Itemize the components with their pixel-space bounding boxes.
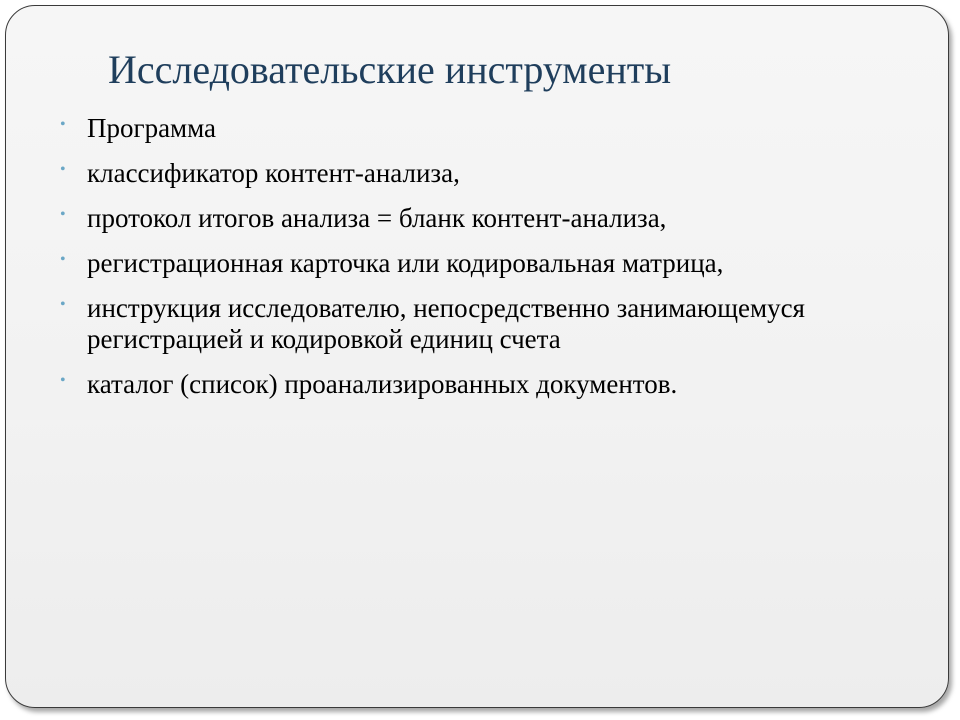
bullet-icon: • [60,372,66,389]
bullet-item [60,293,920,355]
bullet-text: регистрационная карточка или кодировальная матрица, [87,248,724,278]
bullet-text: каталог (список) проанализированных документов. [87,369,678,399]
bullet-icon: • [60,116,66,133]
slide-title: Исследовательские инструменты [108,47,672,92]
bullet-list [60,113,920,414]
bullet-item [60,113,920,144]
bullet-item [60,248,920,279]
bullet-item [60,369,920,400]
bullet-icon: • [60,251,66,268]
bullet-item [60,158,920,189]
bullet-text: инструкция исследователю, непосредственно занимающемуся регистрацией и кодировкой единиц счета [87,293,805,354]
bullet-icon: • [60,206,66,223]
bullet-text: классификатор контент-анализа, [87,158,460,188]
bullet-icon: • [60,161,66,178]
bullet-item [60,203,920,234]
bullet-text: протокол итогов анализа = бланк контент-анализа, [87,203,667,233]
bullet-text: Программа [87,113,217,143]
bullet-icon: • [60,296,66,313]
